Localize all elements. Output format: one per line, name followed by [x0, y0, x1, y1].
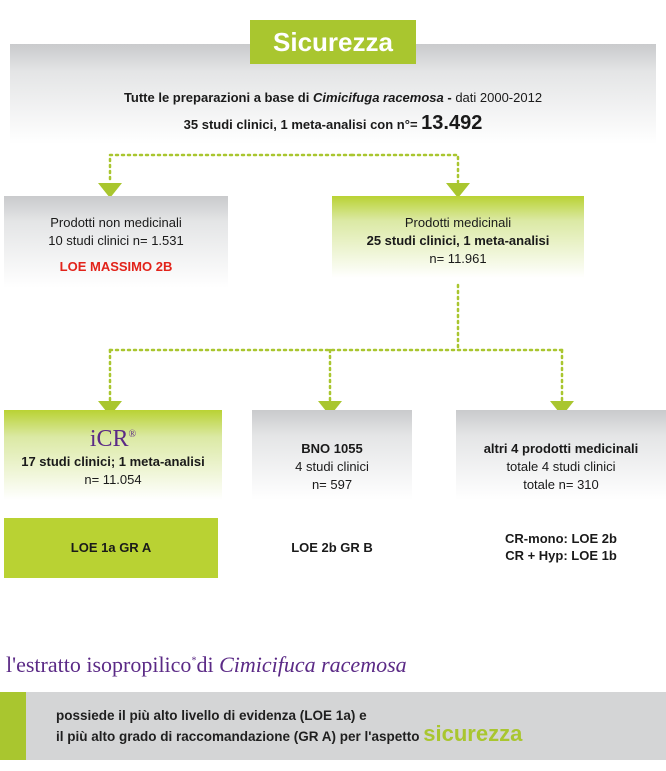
conclusion-accent-bar [0, 692, 26, 760]
icr-loe-box: LOE 1a GR A [4, 518, 218, 578]
footer-title: l'estratto isopropilico*di Cimicifuca racemosa [6, 652, 407, 677]
highlight-word: sicurezza [423, 721, 523, 746]
icr-text: iCR® 17 studi clinici; 1 meta-analisi n= 11.054 [4, 426, 222, 489]
total-n: 13.492 [421, 112, 483, 134]
others-text: altri 4 prodotti medicinali totale 4 studi clinici totale n= 310 [483, 441, 639, 492]
summary-line-2: 35 studi clinici, 1 meta-analisi con n°= 13.492 [183, 112, 483, 134]
others-loe: CR-mono: LOE 2b CR + Hyp: LOE 1b [505, 531, 617, 563]
medicinal-text: Prodotti medicinali 25 studi clinici, 1 meta-analisi n= 11.961 [366, 215, 550, 266]
bno-loe: LOE 2b GR B [291, 540, 373, 555]
non-medicinal-loe: LOE MASSIMO 2B [59, 259, 173, 274]
bno-text: BNO 1055 4 studi clinici n= 597 [295, 441, 369, 492]
conclusion-text: possiede il più alto livello di evidenza (LOE 1a) e il più alto grado di raccomandazione (GR A) per l'aspetto sicurezza [56, 708, 523, 746]
page-title: Sicurezza [250, 20, 416, 64]
connector-left [110, 155, 352, 182]
icr-logo: iCR® [89, 426, 137, 452]
connector-right [352, 155, 458, 182]
non-medicinal-text: Prodotti non medicinali 10 studi clinici n= 1.531 LOE MASSIMO 2B [4, 214, 228, 276]
summary-line-1: Tutte le preparazioni a base di Cimicifuga racemosa - dati 2000-2012 [123, 90, 543, 105]
